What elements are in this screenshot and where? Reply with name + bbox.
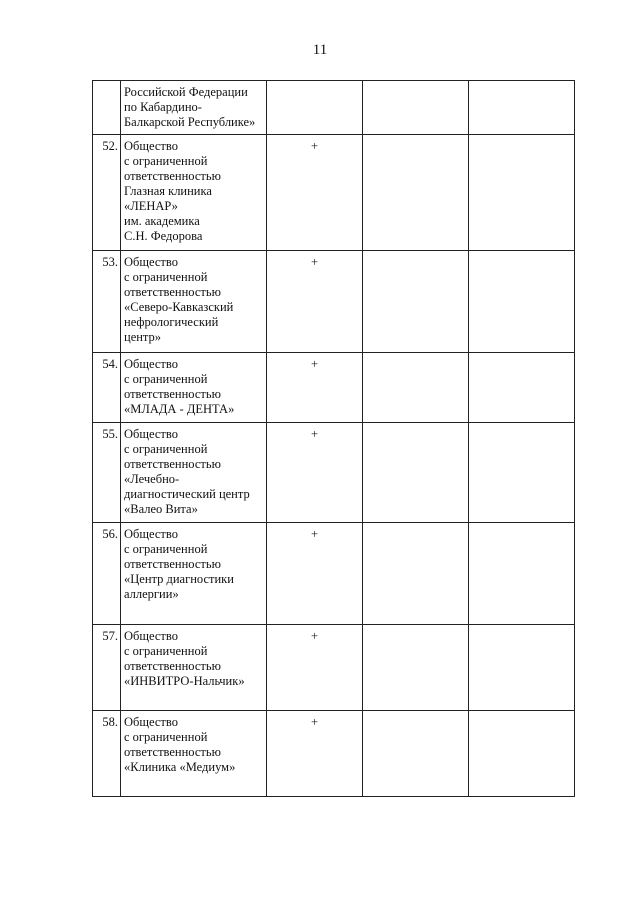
empty-cell [469,251,575,353]
empty-cell [363,711,469,797]
row-number: 57. [93,625,121,711]
table-row [93,353,575,423]
empty-cell [363,135,469,251]
empty-cell [469,423,575,523]
table-row [93,711,575,797]
empty-cell [363,81,469,135]
organization-name: Общество с ограниченной ответственностью «ИНВИТРО-Нальчик» [121,625,267,711]
row-number: 54. [93,353,121,423]
empty-cell [469,353,575,423]
organization-name: Общество с ограниченной ответственностью «Центр диагностики аллергии» [121,523,267,625]
table-row [93,81,575,135]
mark-cell: + [267,711,363,797]
organization-name: Общество с ограниченной ответственностью «Северо-Кавказский нефрологический центр» [121,251,267,353]
empty-cell [469,711,575,797]
mark-cell: + [267,523,363,625]
table-row [93,625,575,711]
empty-cell [469,81,575,135]
page-number: 11 [312,42,328,58]
row-number: 52. [93,135,121,251]
empty-cell [363,353,469,423]
mark-cell [267,81,363,135]
row-number: 58. [93,711,121,797]
mark-cell: + [267,251,363,353]
organization-name: Общество с ограниченной ответственностью «МЛАДА - ДЕНТА» [121,353,267,423]
organization-name: Российской Федерации по Кабардино- Балкарской Республике» [121,81,267,135]
table-row [93,423,575,523]
row-number: 53. [93,251,121,353]
row-number [93,81,121,135]
empty-cell [363,423,469,523]
row-number: 56. [93,523,121,625]
mark-cell: + [267,423,363,523]
mark-cell: + [267,135,363,251]
empty-cell [469,625,575,711]
empty-cell [363,625,469,711]
empty-cell [363,251,469,353]
table-row [93,523,575,625]
organization-name: Общество с ограниченной ответственностью «Клиника «Медиум» [121,711,267,797]
empty-cell [469,135,575,251]
organizations-table [92,80,575,797]
empty-cell [469,523,575,625]
row-number: 55. [93,423,121,523]
table-row [93,251,575,353]
organization-name: Общество с ограниченной ответственностью «Лечебно- диагностический центр «Валео Вита» [121,423,267,523]
table-row [93,135,575,251]
mark-cell: + [267,625,363,711]
organization-name: Общество с ограниченной ответственностью Глазная клиника «ЛЕНАР» им. академика С.Н. Федорова [121,135,267,251]
empty-cell [363,523,469,625]
mark-cell: + [267,353,363,423]
